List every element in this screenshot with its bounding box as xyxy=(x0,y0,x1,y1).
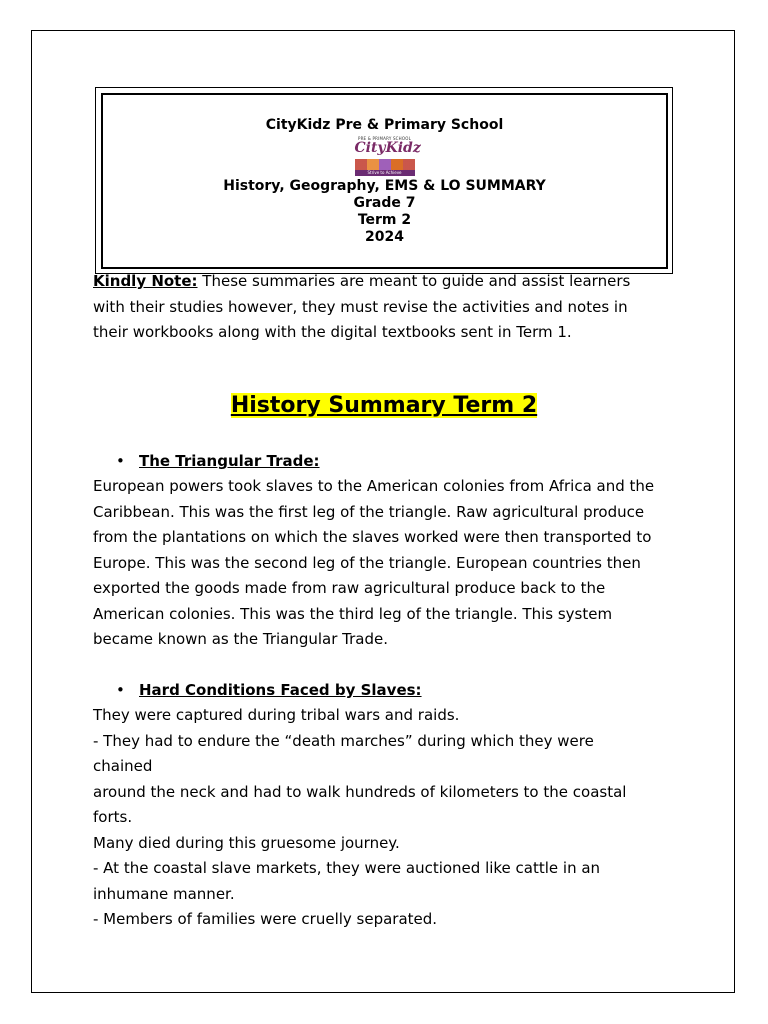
text-line: forts. xyxy=(93,808,133,826)
kindly-note xyxy=(93,269,683,346)
bullet-icon: • xyxy=(116,681,125,699)
section-title xyxy=(0,386,768,421)
text-line: - Members of families were cruelly separated. xyxy=(93,910,438,928)
paragraph-triangular-trade xyxy=(93,474,683,653)
text-line: European powers took slaves to the American colonies from Africa and the xyxy=(93,477,655,495)
grade-label: Grade 7 xyxy=(353,195,416,211)
logo-brand: CityKidz xyxy=(354,140,421,156)
text-line: chained xyxy=(93,757,153,775)
bullet-hard-conditions xyxy=(116,680,422,700)
note-label: Kindly Note: xyxy=(93,272,198,290)
header-box xyxy=(101,93,668,269)
year-label: 2024 xyxy=(365,229,404,245)
text-line: became known as the Triangular Trade. xyxy=(93,630,389,648)
bullet-icon: • xyxy=(116,452,125,470)
section-title-text: History Summary Term 2 xyxy=(230,393,538,418)
text-line: around the neck and had to walk hundreds of kilometers to the coastal xyxy=(93,782,627,801)
note-line-1 xyxy=(93,269,683,295)
heading-hard-conditions: Hard Conditions Faced by Slaves: xyxy=(139,681,422,699)
logo-tagline: PRE & PRIMARY SCHOOL xyxy=(357,136,412,141)
heading-triangular-trade: The Triangular Trade: xyxy=(139,452,320,470)
text-line: Caribbean. This was the first leg of the triangle. Raw agricultural produce xyxy=(93,502,645,521)
logo-motto: Strive to Achieve xyxy=(355,170,415,176)
text-line: exported the goods made from raw agricultural produce back to the xyxy=(93,579,606,597)
school-name: CityKidz Pre & Primary School xyxy=(265,117,504,133)
text-line: Europe. This was the second leg of the triangle. European countries then xyxy=(93,553,641,572)
text-line: from the plantations on which the slaves worked were then transported to xyxy=(93,528,652,546)
paragraph-hard-conditions xyxy=(93,703,683,933)
text-line: - At the coastal slave markets, they were auctioned like cattle in an xyxy=(93,859,601,877)
note-line-3: their workbooks along with the digital textbooks sent in Term 1. xyxy=(93,323,572,341)
text-line: Many died during this gruesome journey. xyxy=(93,833,400,852)
summary-title: History, Geography, EMS & LO SUMMARY xyxy=(223,178,546,194)
note-line-2: with their studies however, they must revise the activities and notes in xyxy=(93,297,628,316)
text-line: - They had to endure the “death marches” during which they were xyxy=(93,731,594,750)
term-label: Term 2 xyxy=(357,212,412,228)
text-line: They were captured during tribal wars and raids. xyxy=(93,706,460,724)
text-line: American colonies. This was the third leg of the triangle. This system xyxy=(93,604,613,623)
note-text: These summaries are meant to guide and assist learners xyxy=(197,272,631,290)
bullet-triangular-trade xyxy=(116,451,320,471)
text-line: inhumane manner. xyxy=(93,884,235,903)
school-logo xyxy=(354,136,421,176)
